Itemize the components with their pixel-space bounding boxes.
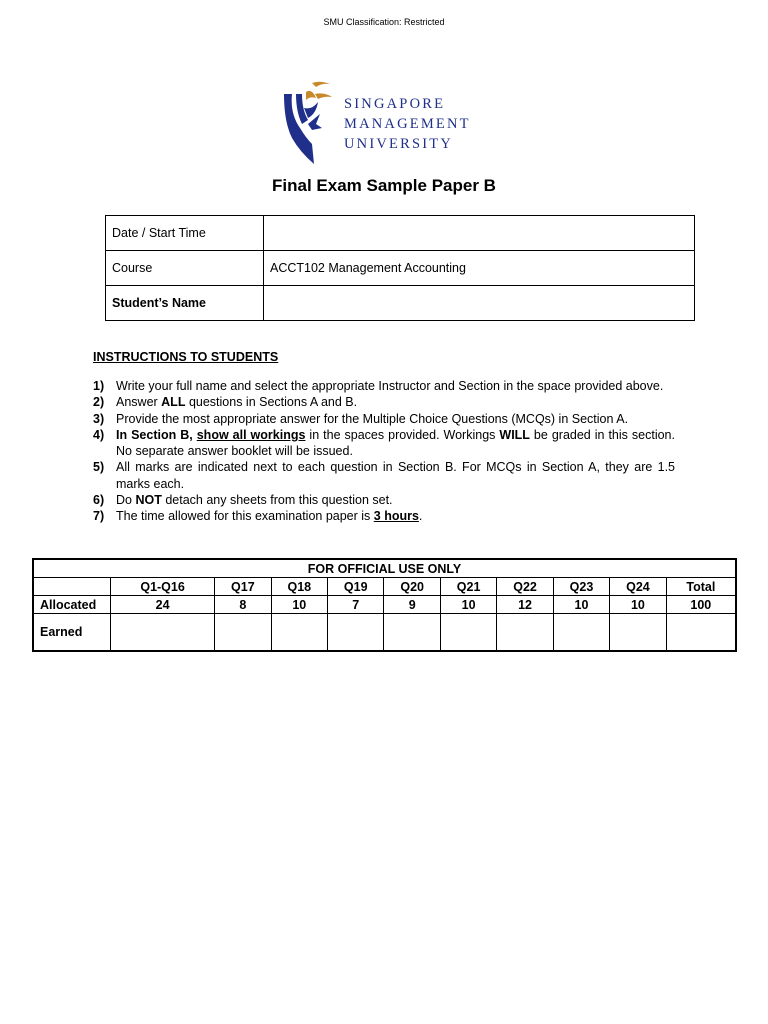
logo-wordmark bbox=[344, 94, 471, 154]
instruction-emphasis: ALL bbox=[161, 395, 186, 410]
instruction-text-part: Write your full name and select the appropriate Instructor and Section in the space provided above. bbox=[116, 379, 664, 393]
instruction-text bbox=[116, 411, 675, 427]
earned-cell[interactable] bbox=[271, 614, 327, 652]
info-row-course bbox=[106, 251, 695, 286]
question-header: Q19 bbox=[328, 578, 384, 596]
earned-label: Earned bbox=[33, 614, 111, 652]
earned-cell[interactable] bbox=[384, 614, 440, 652]
allocated-cell: 100 bbox=[666, 596, 736, 614]
instruction-text-part: All marks are indicated next to each question in Section B. For MCQs in Section A, they are 1.5 marks each. bbox=[116, 460, 675, 491]
date-label: Date / Start Time bbox=[106, 216, 264, 251]
question-header: Q22 bbox=[497, 578, 553, 596]
logo-line-2: MANAGEMENT bbox=[344, 116, 471, 132]
instruction-item bbox=[93, 427, 675, 460]
instruction-text-part: Answer bbox=[116, 395, 162, 410]
earned-cell[interactable] bbox=[111, 614, 215, 652]
question-header: Q20 bbox=[384, 578, 440, 596]
instructions-list bbox=[93, 378, 675, 525]
allocated-cell: 10 bbox=[440, 596, 496, 614]
smu-logo bbox=[282, 80, 482, 168]
allocated-row bbox=[33, 596, 736, 614]
instruction-emphasis: In Section B, bbox=[116, 427, 197, 442]
allocated-cell: 12 bbox=[497, 596, 553, 614]
instruction-text bbox=[116, 492, 675, 508]
official-caption-row bbox=[33, 559, 736, 578]
instruction-text-part: detach any sheets from this question set. bbox=[161, 493, 393, 508]
instruction-text-part: . bbox=[418, 509, 423, 524]
instruction-item bbox=[93, 492, 675, 508]
instruction-item bbox=[93, 411, 675, 427]
instruction-number: 1) bbox=[93, 379, 105, 393]
allocated-cell: 7 bbox=[328, 596, 384, 614]
instruction-item bbox=[93, 394, 675, 410]
allocated-cell: 10 bbox=[553, 596, 609, 614]
allocated-cell: 10 bbox=[271, 596, 327, 614]
earned-cell[interactable] bbox=[610, 614, 666, 652]
earned-cell[interactable] bbox=[666, 614, 736, 652]
student-info-table bbox=[105, 215, 695, 321]
instruction-number: 6) bbox=[93, 493, 105, 508]
instruction-number: 4) bbox=[93, 427, 105, 442]
allocated-cell: 10 bbox=[610, 596, 666, 614]
instruction-number: 2) bbox=[93, 395, 105, 410]
allocated-cell: 24 bbox=[111, 596, 215, 614]
course-label: Course bbox=[106, 251, 264, 286]
earned-row bbox=[33, 614, 736, 652]
question-header: Q17 bbox=[215, 578, 271, 596]
instructions-heading: INSTRUCTIONS TO STUDENTS bbox=[93, 350, 279, 364]
logo-line-1: SINGAPORE bbox=[344, 96, 446, 112]
instruction-item bbox=[93, 508, 675, 524]
instruction-text bbox=[116, 427, 675, 460]
instruction-item bbox=[93, 459, 675, 492]
header-blank-cell bbox=[33, 578, 111, 596]
official-use-table bbox=[32, 558, 737, 652]
question-header: Total bbox=[666, 578, 736, 596]
question-header-row bbox=[33, 578, 736, 596]
instruction-text bbox=[116, 394, 675, 410]
student-name-label: Student’s Name bbox=[106, 286, 264, 321]
instruction-emphasis: 3 hours bbox=[373, 509, 419, 524]
instruction-text bbox=[116, 459, 675, 492]
official-caption: FOR OFFICIAL USE ONLY bbox=[33, 559, 736, 578]
question-header: Q18 bbox=[271, 578, 327, 596]
instruction-number: 5) bbox=[93, 460, 105, 475]
instruction-text-part: Provide the most appropriate answer for the Multiple Choice Questions (MCQs) in Section A. bbox=[116, 411, 629, 426]
instruction-text-part: Do bbox=[116, 493, 136, 508]
question-header: Q23 bbox=[553, 578, 609, 596]
allocated-label: Allocated bbox=[33, 596, 111, 614]
instruction-text bbox=[116, 508, 675, 524]
classification-label: SMU Classification: Restricted bbox=[323, 17, 445, 27]
instruction-text-part: in the spaces provided. Workings bbox=[305, 427, 500, 442]
course-value: ACCT102 Management Accounting bbox=[264, 251, 695, 286]
info-row-date bbox=[106, 216, 695, 251]
question-header: Q24 bbox=[610, 578, 666, 596]
question-header: Q21 bbox=[440, 578, 496, 596]
allocated-cell: 8 bbox=[215, 596, 271, 614]
instruction-emphasis: show all workings bbox=[196, 427, 306, 442]
logo-line-3: UNIVERSITY bbox=[344, 136, 453, 152]
instruction-text bbox=[116, 378, 675, 394]
instruction-text-part: be graded in this section. No separate answer booklet will be issued. bbox=[116, 427, 675, 459]
instruction-item bbox=[93, 378, 675, 394]
earned-cell[interactable] bbox=[440, 614, 496, 652]
instruction-emphasis: NOT bbox=[135, 493, 162, 508]
instruction-number: 7) bbox=[93, 509, 105, 524]
question-header: Q1-Q16 bbox=[111, 578, 215, 596]
date-field[interactable] bbox=[264, 216, 695, 251]
earned-cell[interactable] bbox=[328, 614, 384, 652]
smu-crest-icon bbox=[282, 80, 332, 168]
instruction-number: 3) bbox=[93, 411, 105, 426]
earned-cell[interactable] bbox=[553, 614, 609, 652]
page-title: Final Exam Sample Paper B bbox=[272, 176, 496, 195]
instruction-emphasis: WILL bbox=[499, 427, 530, 442]
earned-cell[interactable] bbox=[497, 614, 553, 652]
student-name-field[interactable] bbox=[264, 286, 695, 321]
instruction-text-part: The time allowed for this examination paper is bbox=[116, 509, 374, 524]
instruction-text-part: questions in Sections A and B. bbox=[185, 395, 358, 410]
info-row-name bbox=[106, 286, 695, 321]
earned-cell[interactable] bbox=[215, 614, 271, 652]
allocated-cell: 9 bbox=[384, 596, 440, 614]
